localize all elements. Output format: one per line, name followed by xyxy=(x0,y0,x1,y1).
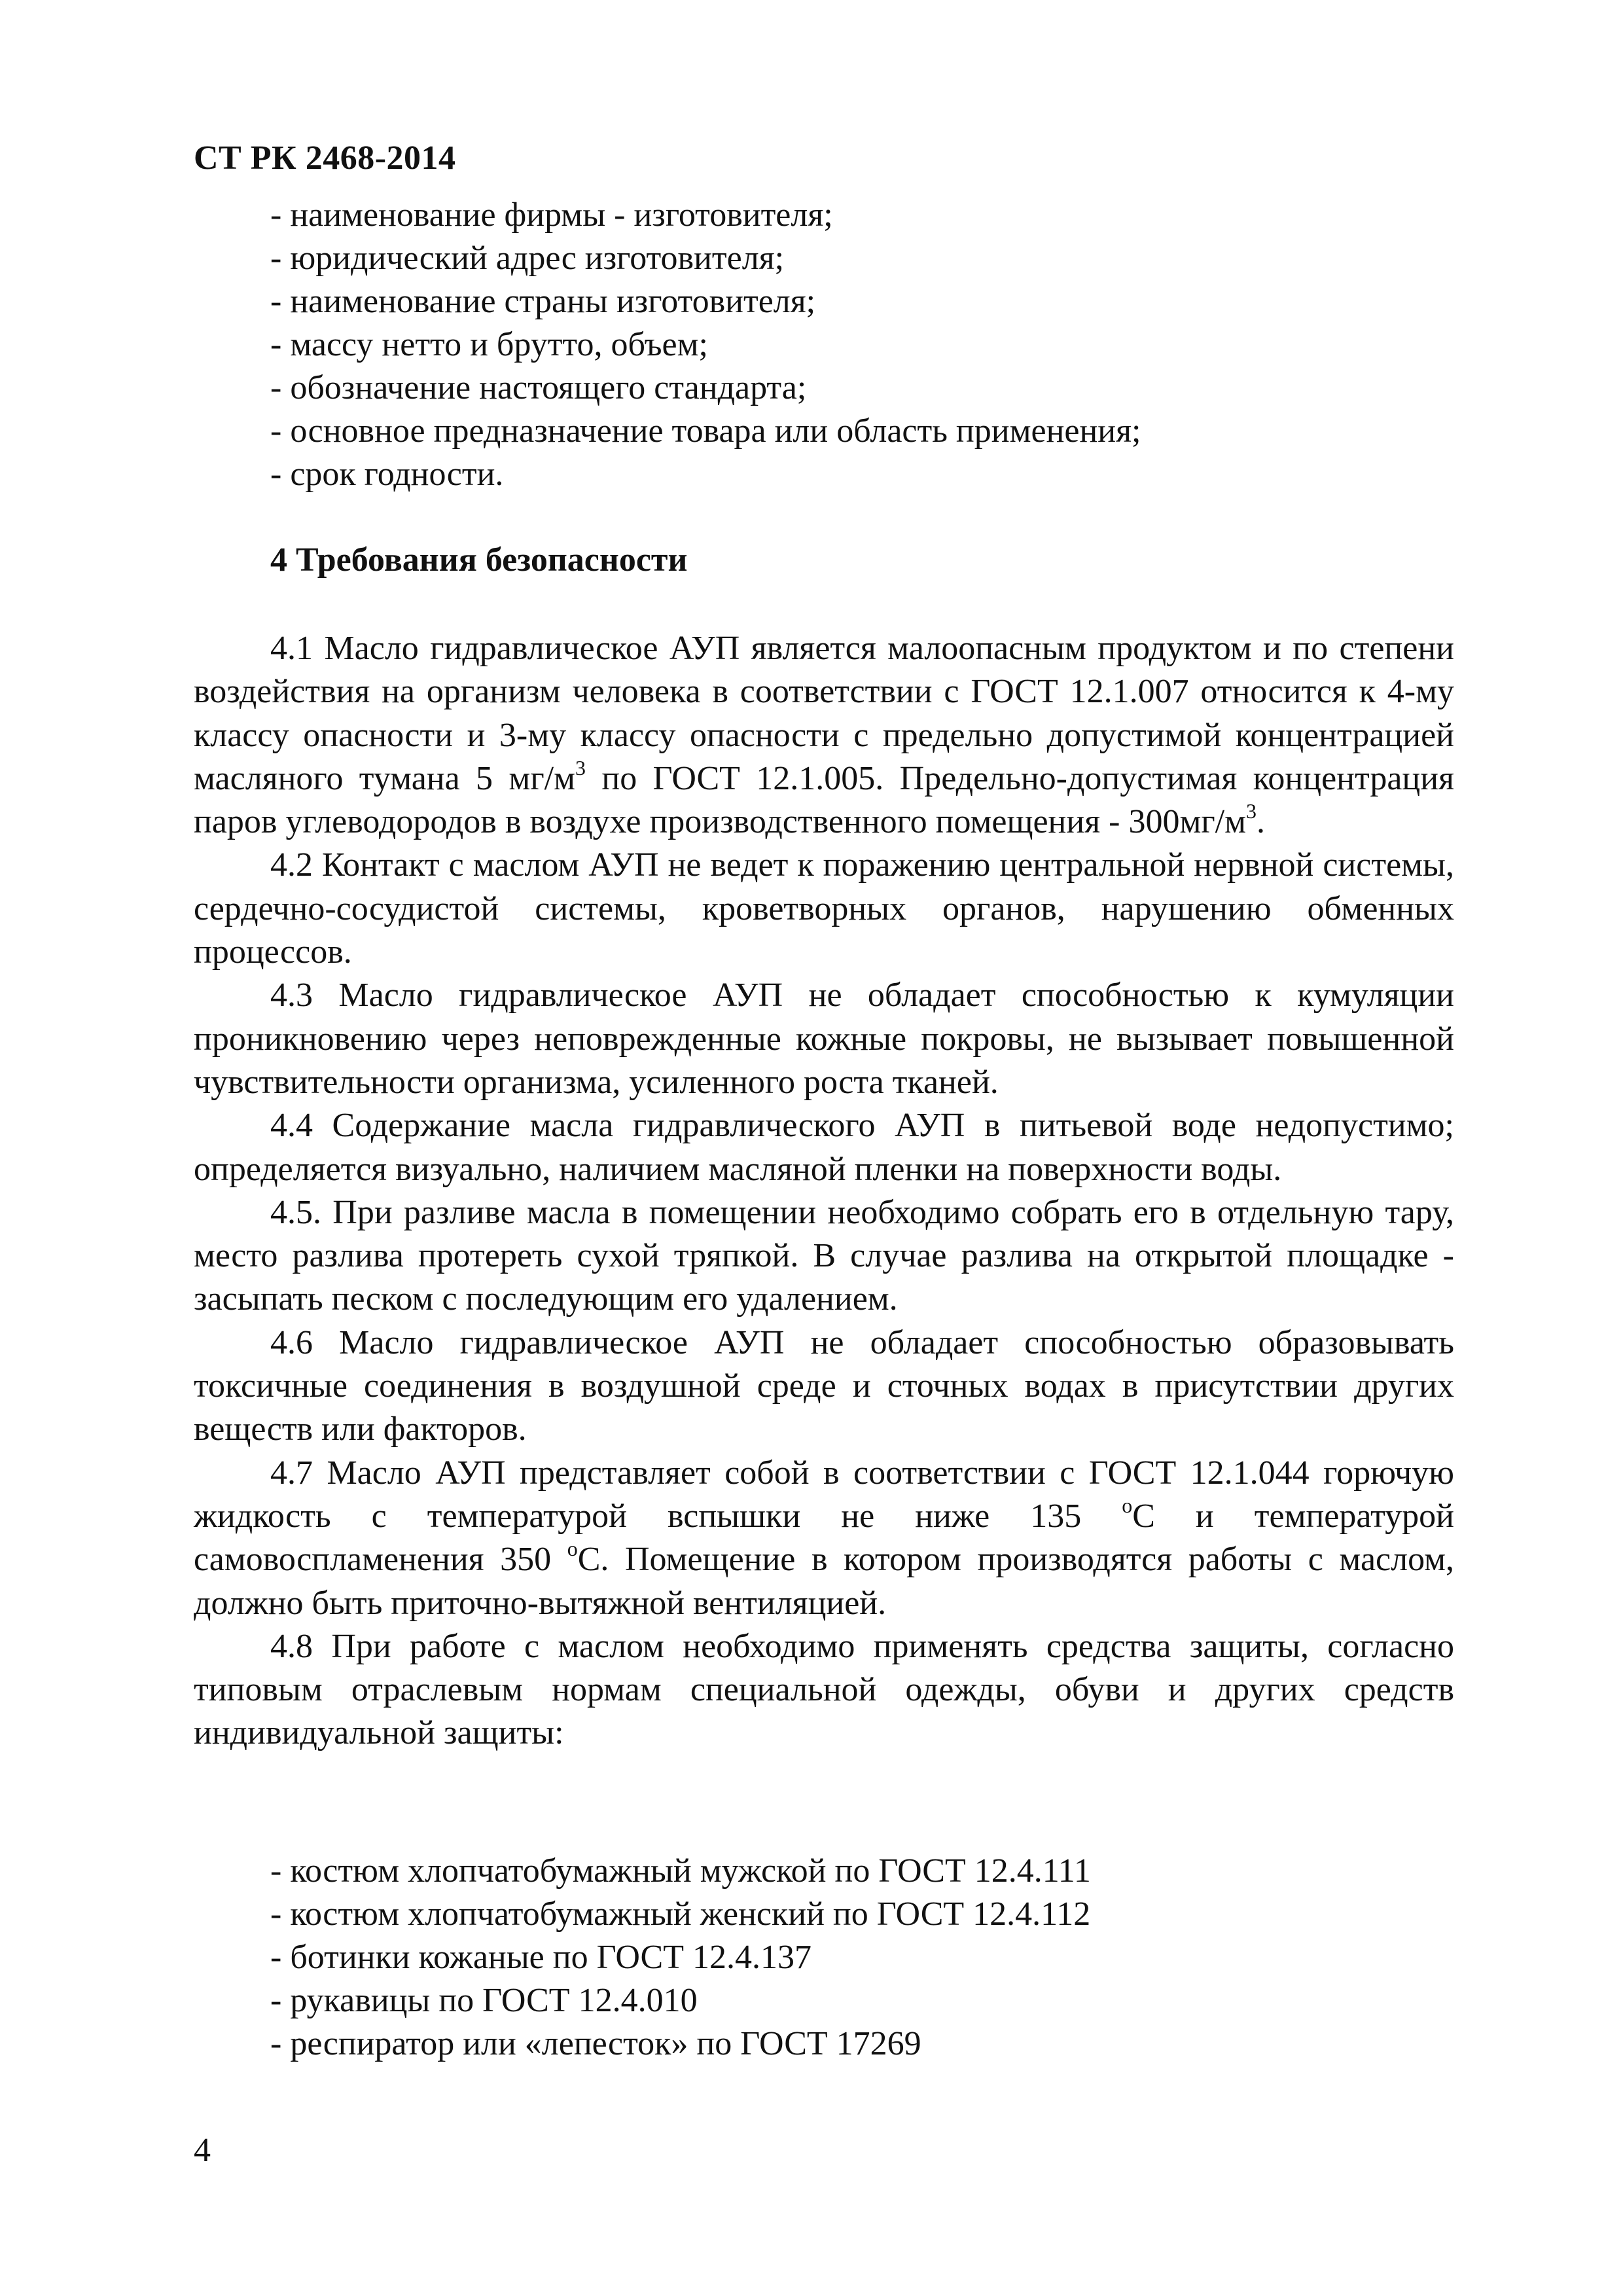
superscript: о xyxy=(567,1537,578,1561)
paragraph-4-1 xyxy=(194,627,1454,844)
paragraph-text: С и температурой самовоспламенения 350 xyxy=(194,1497,1454,1579)
list-item: - рукавицы по ГОСТ 12.4.010 xyxy=(270,1982,698,2019)
paragraph-text: С. Помещение в котором производятся работы с маслом, должно быть приточно-вытяжной вентиляцией. xyxy=(194,1541,1454,1622)
list-item: - обозначение настоящего стандарта; xyxy=(270,369,807,406)
paragraph-4-5: 4.5. При разливе масла в помещении необходимо собрать его в отдельную тару, место разлива протереть сухой тряпкой. В случае разлива на открытой площадке - засыпать песком с последующим его удалением. xyxy=(194,1193,1454,1318)
list-item: - ботинки кожаные по ГОСТ 12.4.137 xyxy=(270,1939,812,1976)
paragraph-4-8: 4.8 При работе с маслом необходимо применять средства защиты, согласно типовым отраслевым нормам специальной одежды, обуви и других средств индивидуальной защиты: xyxy=(194,1627,1454,1752)
paragraph-4-4: 4.4 Содержание масла гидравлического АУП в питьевой воде недопустимо; определяется визуально, наличием масляной пленки на поверхности воды. xyxy=(194,1107,1454,1188)
paragraph-text: 4.7 Масло АУП представляет собой в соответствии с ГОСТ 12.1.044 горючую жидкость с температурой вспышки не ниже 135 xyxy=(194,1454,1454,1535)
list-item: - костюм хлопчатобумажный женский по ГОСТ 12.4.112 xyxy=(270,1895,1091,1933)
section-body xyxy=(194,627,1454,1755)
list-item: - юридический адрес изготовителя; xyxy=(270,240,785,277)
list-item: - массу нетто и брутто, объем; xyxy=(270,326,708,363)
list-item: - респиратор или «лепесток» по ГОСТ 17269 xyxy=(270,2025,921,2062)
superscript: о xyxy=(1122,1493,1133,1517)
paragraph-text: по ГОСТ 12.1.005. Предельно-допустимая концентрация паров углеводородов в воздухе производственного помещения - 300мг/м xyxy=(194,759,1454,841)
ppe-list xyxy=(270,1850,1091,2066)
document-code-header: СТ РК 2468-2014 xyxy=(194,139,456,177)
list-item: - наименование фирмы - изготовителя; xyxy=(270,196,833,234)
paragraph-4-6: 4.6 Масло гидравлическое АУП не обладает способностью образовывать токсичные соединения в воздушной среде и сточных водах в присутствии других веществ или факторов. xyxy=(194,1323,1454,1448)
marking-requirements-list xyxy=(270,194,1141,496)
paragraph-text: . xyxy=(1257,803,1266,841)
list-item: - срок годности. xyxy=(270,456,504,493)
paragraph-text: 4.1 Масло гидравлическое АУП является малоопасным продуктом и по степени воздействия на организм человека в соответствии с ГОСТ 12.1.007 относится к 4-му классу опасности и 3-му классу опасности с предельно допустимой концентрацией масляного тумана 5 мг/м xyxy=(194,630,1454,797)
superscript: 3 xyxy=(575,755,586,780)
list-item: - костюм хлопчатобумажный мужской по ГОСТ 12.4.111 xyxy=(270,1852,1091,1890)
superscript: 3 xyxy=(1246,799,1257,823)
page-number: 4 xyxy=(194,2132,211,2169)
list-item: - наименование страны изготовителя; xyxy=(270,283,816,320)
paragraph-4-2: 4.2 Контакт с маслом АУП не ведет к поражению центральной нервной системы, сердечно-сосудистой системы, кроветворных органов, нарушению обменных процессов. xyxy=(194,846,1454,971)
paragraph-4-7 xyxy=(194,1452,1454,1625)
paragraph-4-3: 4.3 Масло гидравлическое АУП не обладает способностью к кумуляции проникновению через неповрежденные кожные покровы, не вызывает повышенной чувствительности организма, усиленного роста тканей. xyxy=(194,977,1454,1101)
list-item: - основное предназначение товара или область применения; xyxy=(270,412,1141,450)
section-title: 4 Требования безопасности xyxy=(270,541,688,579)
